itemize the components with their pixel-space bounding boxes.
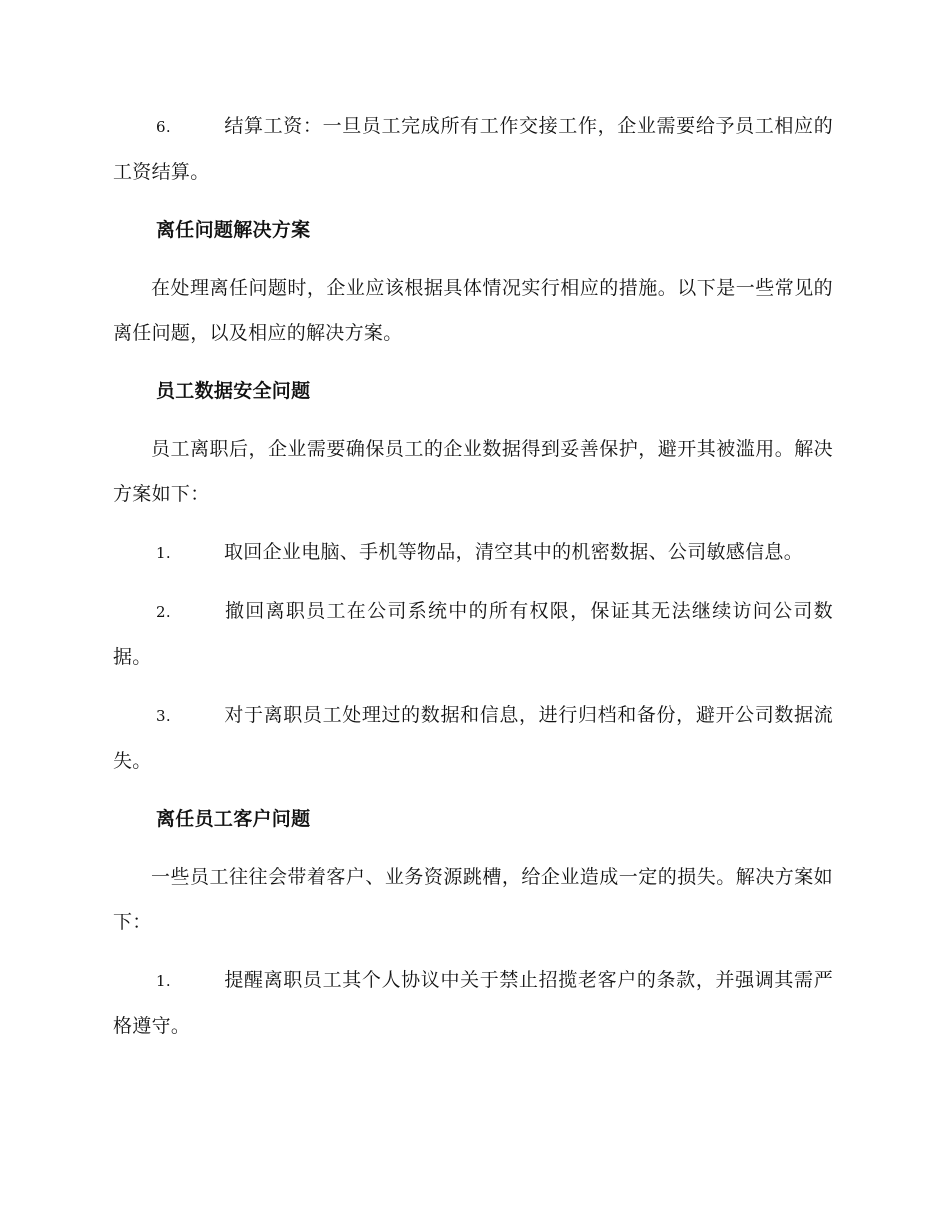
list-number: 6. xyxy=(156,118,171,136)
list-number: 1. xyxy=(156,972,171,990)
list-item xyxy=(113,589,833,680)
list-number: 3. xyxy=(156,707,171,725)
paragraph-customers: 一些员工往往会带着客户、业务资源跳槽，给企业造成一定的损失。解决方案如下： xyxy=(113,866,833,933)
list-number: 1. xyxy=(156,544,171,562)
list-item xyxy=(113,958,833,1049)
list-item-text: 撤回离职员工在公司系统中的所有权限，保证其无法继续访问公司数据。 xyxy=(113,600,833,668)
list-item-text: 取回企业电脑、手机等物品，清空其中的机密数据、公司敏感信息。 xyxy=(224,541,804,563)
list-item-text: 对于离职员工处理过的数据和信息，进行归档和备份，避开公司数据流失。 xyxy=(113,704,833,772)
list-item-text: 结算工资：一旦员工完成所有工作交接工作，企业需要给予员工相应的工资结算。 xyxy=(113,115,833,183)
document-page xyxy=(113,104,833,1062)
section-heading-customers: 离任员工客户问题 xyxy=(156,808,311,830)
list-number: 2. xyxy=(156,603,171,621)
section-heading-data-security: 员工数据安全问题 xyxy=(156,380,311,402)
section-heading-solutions: 离任问题解决方案 xyxy=(156,219,311,241)
list-item xyxy=(113,693,833,784)
list-item-text: 提醒离职员工其个人协议中关于禁止招揽老客户的条款，并强调其需严格遵守。 xyxy=(113,969,833,1037)
list-item xyxy=(113,530,833,576)
paragraph-data-security: 员工离职后，企业需要确保员工的企业数据得到妥善保护，避开其被滥用。解决方案如下： xyxy=(113,438,833,505)
list-item-6 xyxy=(113,104,833,195)
paragraph-intro: 在处理离任问题时，企业应该根据具体情况实行相应的措施。以下是一些常见的离任问题，以及相应的解决方案。 xyxy=(113,277,833,344)
